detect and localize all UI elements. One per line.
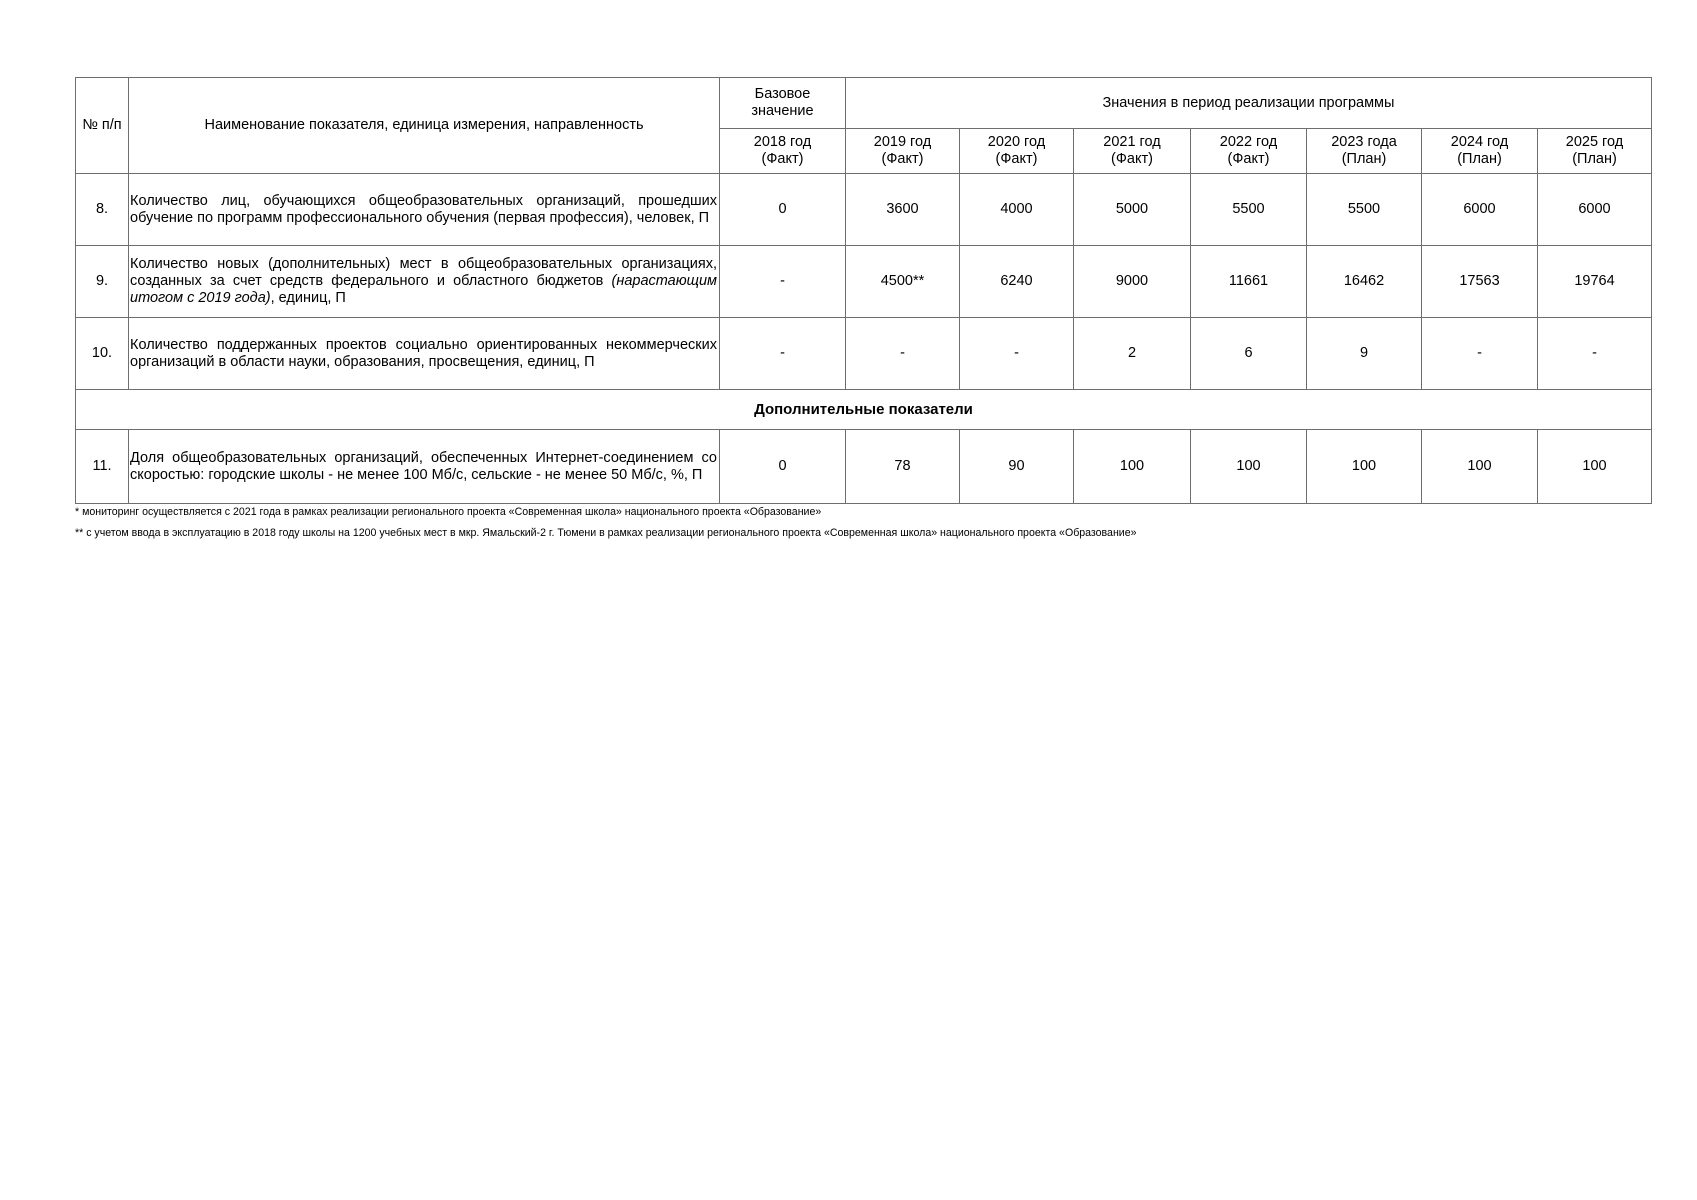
value-cell: - [1422, 318, 1538, 390]
table-row [76, 246, 1652, 318]
value-cell: 19764 [1538, 246, 1652, 318]
year-header: 2019 год (Факт) [846, 129, 960, 174]
value-cell: 0 [720, 430, 846, 504]
table-row [76, 174, 1652, 246]
value-cell: 6240 [960, 246, 1074, 318]
value-cell: 100 [1307, 430, 1422, 504]
value-cell: 9 [1307, 318, 1422, 390]
year-header: 2023 года (План) [1307, 129, 1422, 174]
header-num: № п/п [76, 78, 129, 174]
value-cell: 6000 [1422, 174, 1538, 246]
value-cell: 6 [1191, 318, 1307, 390]
value-cell: 100 [1074, 430, 1191, 504]
value-cell: - [720, 246, 846, 318]
table-row [76, 318, 1652, 390]
indicator-name-text: Количество новых (дополнительных) мест в общеобразовательных организациях, созданных за счет средств федерального и областного бюджетов [130, 256, 717, 289]
indicator-name: Количество лиц, обучающихся общеобразовательных организаций, прошедших обучение по программ профессионального обучения (первая профессия), человек, П [129, 174, 720, 246]
value-cell: 16462 [1307, 246, 1422, 318]
value-cell: 4000 [960, 174, 1074, 246]
value-cell: 100 [1191, 430, 1307, 504]
value-cell: 90 [960, 430, 1074, 504]
year-header: 2022 год (Факт) [1191, 129, 1307, 174]
year-header: 2024 год (План) [1422, 129, 1538, 174]
header-period: Значения в период реализации программы [846, 78, 1652, 129]
value-cell: 100 [1538, 430, 1652, 504]
value-cell: 4500** [846, 246, 960, 318]
indicators-table [75, 77, 1652, 504]
value-cell: - [1538, 318, 1652, 390]
row-number: 11. [76, 430, 129, 504]
value-cell: - [960, 318, 1074, 390]
value-cell: 100 [1422, 430, 1538, 504]
row-number: 10. [76, 318, 129, 390]
value-cell: 17563 [1422, 246, 1538, 318]
year-header: 2020 год (Факт) [960, 129, 1074, 174]
value-cell: 0 [720, 174, 846, 246]
section-title: Дополнительные показатели [76, 390, 1652, 430]
value-cell: 6000 [1538, 174, 1652, 246]
value-cell: 2 [1074, 318, 1191, 390]
header-base: Базовое значение [720, 78, 846, 129]
value-cell: 9000 [1074, 246, 1191, 318]
indicator-name-tail: , единиц, П [270, 290, 346, 306]
section-row [76, 390, 1652, 430]
table-row [76, 430, 1652, 504]
row-number: 9. [76, 246, 129, 318]
value-cell: - [720, 318, 846, 390]
indicator-name-italic: (нарастающим итогом с 2019 года) [130, 273, 717, 306]
value-cell: 3600 [846, 174, 960, 246]
row-number: 8. [76, 174, 129, 246]
value-cell: 11661 [1191, 246, 1307, 318]
value-cell: 5500 [1307, 174, 1422, 246]
indicator-name [129, 246, 720, 318]
year-header: 2018 год (Факт) [720, 129, 846, 174]
value-cell: 5500 [1191, 174, 1307, 246]
value-cell: 5000 [1074, 174, 1191, 246]
indicator-name: Доля общеобразовательных организаций, обеспеченных Интернет-соединением со скоростью: городские школы - не менее 100 Мб/с, сельские - не менее 50 Мб/с, %, П [129, 430, 720, 504]
year-header: 2021 год (Факт) [1074, 129, 1191, 174]
year-header: 2025 год (План) [1538, 129, 1652, 174]
value-cell: - [846, 318, 960, 390]
value-cell: 78 [846, 430, 960, 504]
footnote: ** с учетом ввода в эксплуатацию в 2018 году школы на 1200 учебных мест в мкр. Ямальский-2 г. Тюмени в рамках реализации регионального проекта «Современная школа» национального проекта «Образование» [75, 527, 1137, 539]
footnote: * мониторинг осуществляется с 2021 года в рамках реализации регионального проекта «Современная школа» национального проекта «Образование» [75, 506, 822, 518]
indicator-name: Количество поддержанных проектов социально ориентированных некоммерческих организаций в области науки, образования, просвещения, единиц, П [129, 318, 720, 390]
header-row-top [76, 78, 1652, 129]
header-name: Наименование показателя, единица измерения, направленность [129, 78, 720, 174]
